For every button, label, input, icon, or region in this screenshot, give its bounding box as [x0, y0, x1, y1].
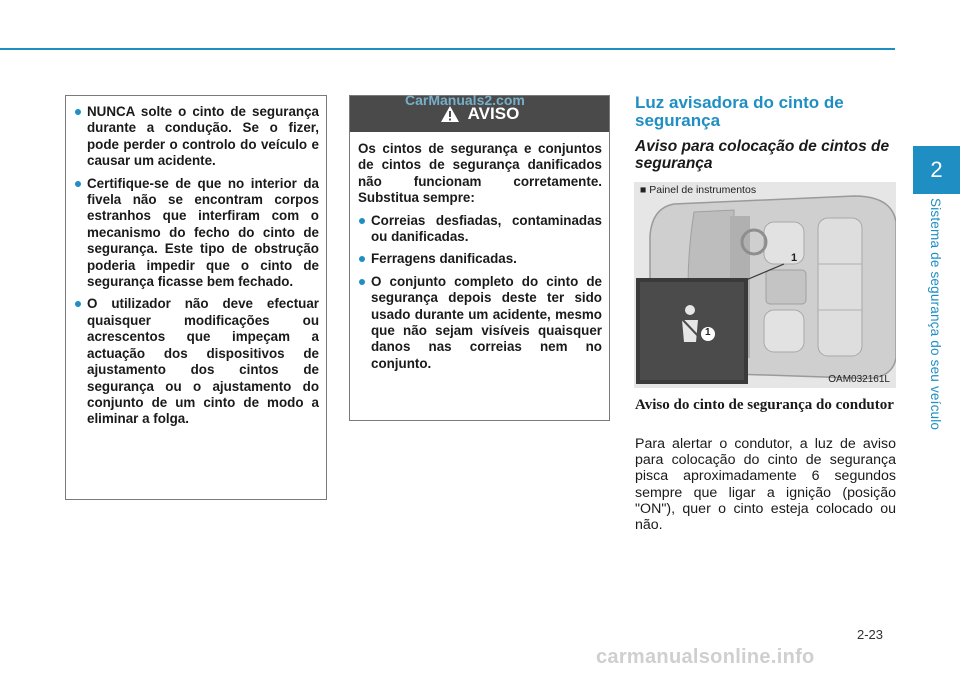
caution-box-left: [65, 95, 327, 500]
callout-number-icon: 1: [705, 327, 711, 338]
chapter-title: Sistema de segurança do seu veículo: [928, 198, 943, 431]
chapter-tab: [913, 146, 960, 194]
list-item: O conjunto completo do cinto de segurança depois deste ter sido usado durante um acidente, mesmo que não sejam visíveis quaisquer danos nas correias nem no conjunto.: [358, 274, 602, 372]
list-item: Correias desfiadas, contaminadas ou danificadas.: [358, 213, 602, 246]
warning-intro: Os cintos de segurança e conjuntos de cintos de segurança danificados não funcionam corretamente. Substitua sempre:: [358, 141, 602, 206]
warning-triangle-icon: [440, 105, 460, 123]
section-heading: Luz avisadora do cinto de segurança: [635, 93, 844, 130]
warning-box: [349, 95, 610, 421]
caution-list: [74, 104, 319, 428]
list-item: Ferragens danificadas.: [358, 251, 602, 267]
driver-subheading: Aviso do cinto de segurança do condutor: [635, 397, 894, 413]
instrument-panel-figure: [634, 182, 896, 388]
list-item: NUNCA solte o cinto de segurança durante a condução. Se o fizer, pode perder o controlo do veículo e causar um acidente.: [74, 104, 319, 170]
warning-list: [358, 213, 602, 373]
car-top-view-illustration: [634, 182, 896, 388]
section-subheading: Aviso para colocação de cintos de segurança: [635, 138, 890, 172]
list-item: Certifique-se de que no interior da fivela não se encontram corpos estranhos que interfiram com o mecanismo do fecho do cinto de segurança. Este tipo de obstrução poderia impedir que o cinto de segurança ficasse bem fechado.: [74, 176, 319, 291]
list-item: O utilizador não deve efectuar quaisquer modificações ou acrescentos que impeçam a actuação dos dispositivos de ajustamento dos cintos de segurança ou o ajustamento do conjunto de um cinto de modo a eliminar a folga.: [74, 296, 319, 427]
warning-header: [350, 96, 609, 132]
page-number: 2-23: [857, 627, 884, 642]
warning-title: AVISO: [467, 104, 520, 123]
figure-code: OAM032161L: [828, 374, 890, 385]
callout-number-car: 1: [791, 252, 798, 264]
watermark-top: CarManuals2.com: [405, 92, 525, 108]
top-rule: [0, 48, 895, 50]
warning-body: [350, 132, 609, 372]
watermark-bottom: carmanualsonline.info: [596, 646, 815, 668]
figure-label: ■ Painel de instrumentos: [640, 184, 757, 196]
chapter-number: 2: [930, 157, 943, 182]
body-paragraph: Para alertar o condutor, a luz de aviso para colocação do cinto de segurança pisca aproximadamente 6 segundos sempre que ligar a ignição (posição "ON"), quer o cinto esteja colocado ou não.: [635, 436, 896, 534]
